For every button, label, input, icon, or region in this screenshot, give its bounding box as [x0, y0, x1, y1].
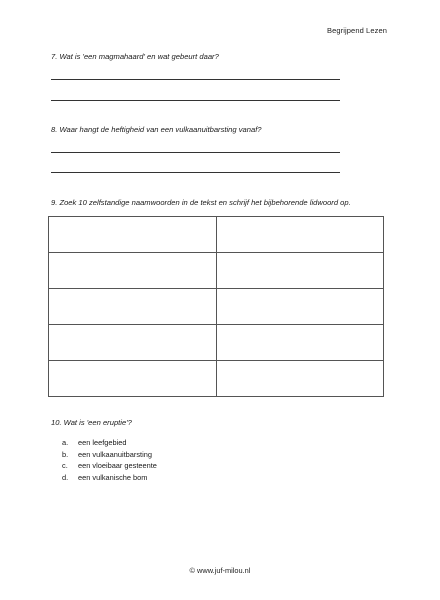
table-cell[interactable]: [49, 217, 217, 253]
option-b: [62, 449, 157, 461]
answer-line: [51, 172, 340, 173]
option-letter: b.: [62, 449, 69, 459]
option-a: [62, 437, 157, 449]
option-text: een vulkaanuitbarsting: [78, 449, 152, 459]
table-cell[interactable]: [49, 253, 217, 289]
option-letter: a.: [62, 438, 69, 447]
option-letter: c.: [62, 461, 68, 470]
table-row: [49, 217, 384, 253]
question-9: 9. Zoek 10 zelfstandige naamwoorden in de tekst en schrijf het bijbehorende lidwoord op.: [51, 198, 351, 207]
table-cell[interactable]: [216, 361, 384, 397]
table-cell[interactable]: [216, 289, 384, 325]
option-c: [62, 460, 157, 472]
answer-table: [48, 216, 384, 397]
table-row: [49, 253, 384, 289]
answer-line: [51, 152, 340, 153]
answer-options: [62, 437, 157, 483]
table-cell[interactable]: [49, 325, 217, 361]
option-text: een leefgebied: [78, 438, 127, 447]
table-cell[interactable]: [49, 289, 217, 325]
option-text: een vulkanische bom: [78, 472, 148, 482]
answer-line: [51, 79, 340, 80]
option-d: [62, 472, 157, 484]
answer-line: [51, 100, 340, 101]
table-row: [49, 289, 384, 325]
question-10: 10. Wat is 'een eruptie'?: [51, 418, 132, 427]
table-row: [49, 361, 384, 397]
header-title: Begrijpend Lezen: [327, 26, 387, 35]
table-row: [49, 325, 384, 361]
footer-copyright: © www.juf-milou.nl: [189, 566, 251, 575]
question-7: 7. Wat is 'een magmahaard' en wat gebeurt daar?: [51, 52, 219, 61]
table-cell[interactable]: [216, 217, 384, 253]
option-text: een vloeibaar gesteente: [78, 461, 157, 470]
option-letter: d.: [62, 472, 69, 482]
table-cell[interactable]: [49, 361, 217, 397]
table-cell[interactable]: [216, 253, 384, 289]
table-cell[interactable]: [216, 325, 384, 361]
question-8: 8. Waar hangt de heftigheid van een vulkaanuitbarsting vanaf?: [51, 125, 262, 134]
